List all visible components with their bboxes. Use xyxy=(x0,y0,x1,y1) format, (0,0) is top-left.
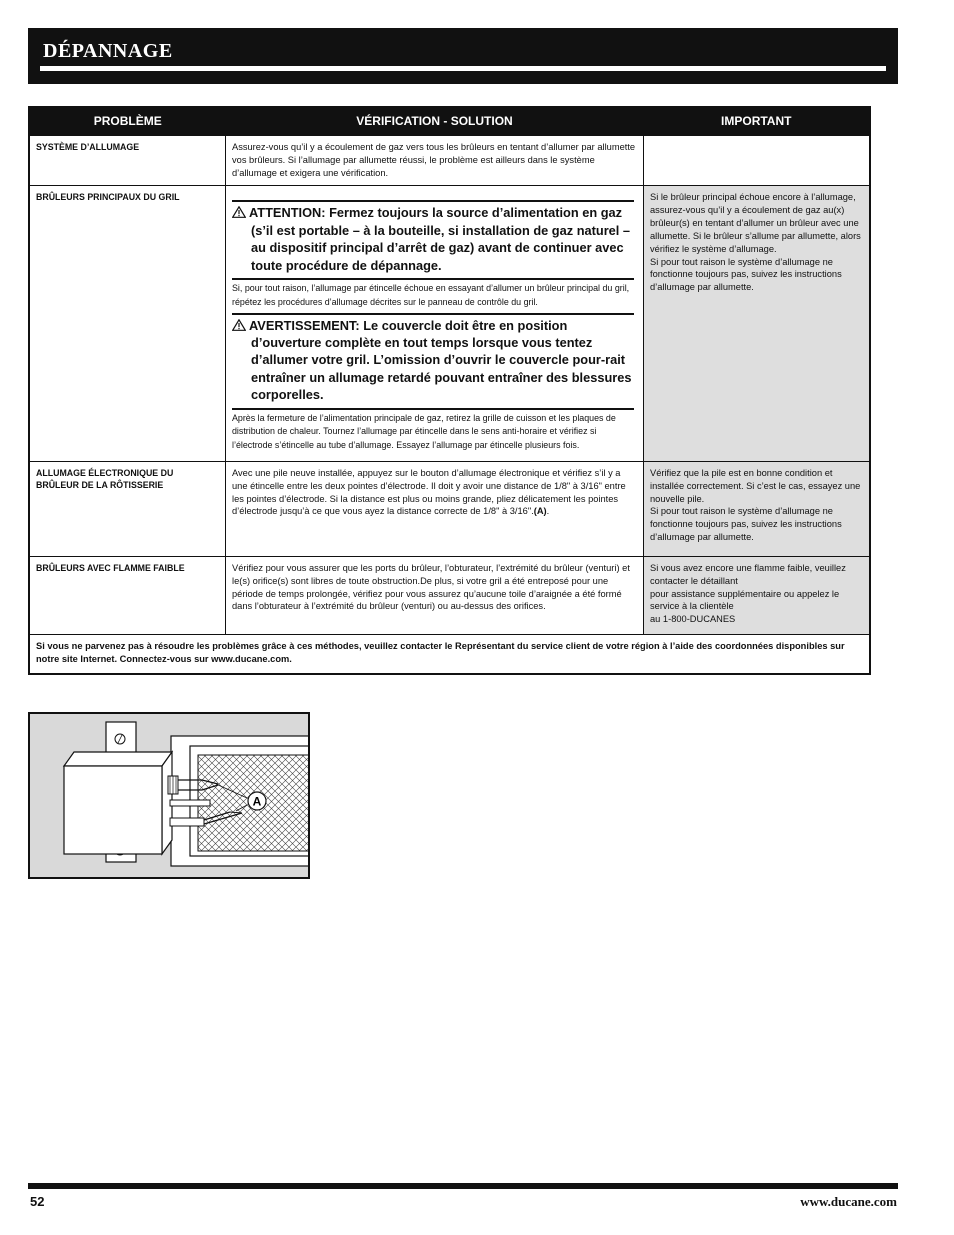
table-row xyxy=(29,186,870,462)
col-header-problem: PROBLÈME xyxy=(29,107,226,136)
problem-cell: BRÛLEURS AVEC FLAMME FAIBLE xyxy=(29,556,226,634)
table-header-row xyxy=(29,107,870,136)
electrode-diagram xyxy=(30,714,308,877)
important-text: Si pour tout raison le système d’allumage ne fonctionne toujours pas, suivez les instructions d’allumage par allumette. xyxy=(650,256,842,293)
warning-box xyxy=(232,313,634,410)
attention-text: ATTENTION: Fermez toujours la source d’alimentation en gaz (s’il est portable – à la bouteille, si installation de gaz naturel – au dispositif principal d’arrêt de gaz) avant de continuer avec toute procédure de dépannage. xyxy=(249,205,631,273)
callout-label: A xyxy=(252,794,262,809)
important-cell xyxy=(644,556,871,634)
important-text: Si pour tout raison le système d’allumage ne fonctionne toujours pas, suivez les instructions d’allumage par allumette. xyxy=(650,506,842,543)
important-cell xyxy=(644,186,871,462)
table-footer-row xyxy=(29,634,870,673)
electrode-figure xyxy=(28,712,310,879)
important-text: au 1-800-DUCANES xyxy=(650,614,736,625)
solution-text: Avec une pile neuve installée, appuyez sur le bouton d’allumage électronique et vérifiez s’il y a une étincelle entre les deux pointes d’électrode. Il doit y avoir une distance de 1/8" à 3/16" entre les pointes d’électrode. Si la distance est plus ou moins grande, pliez délicatement les pointes d’électrode jusqu’à ce que vous ayez la distance correcte de 1/8" à 3/16". xyxy=(232,467,626,517)
important-text: Vérifiez que la pile est en bonne condition et installée correctement. Si c’est le cas, essayez une nouvelle pile. xyxy=(650,467,861,504)
website-link[interactable]: www.ducane.com xyxy=(800,1194,897,1209)
problem-cell: SYSTÈME D’ALLUMAGE xyxy=(29,136,226,186)
contact-note: Si vous ne parvenez pas à résoudre les problèmes grâce à ces méthodes, veuillez contacter le Représentant du service client de votre région à l’aide des coordonnées disponibles sur notre site Internet. Connectez-vous sur www.ducane.com. xyxy=(29,634,870,673)
problem-line: ALLUMAGE ÉLECTRONIQUE DU xyxy=(36,467,174,478)
important-text: pour assistance supplémentaire ou appelez le service à la clientèle xyxy=(650,588,840,612)
solution-end: . xyxy=(546,506,550,517)
solution-cell: Assurez-vous qu’il y a écoulement de gaz vers tous les brûleurs en tentant d’allumer par allumette vos brûleurs. Si l’allumage par allumette réussi, le problème est ailleurs dans le système d’allumage et exigera une vérification. xyxy=(226,136,644,186)
important-text: Si le brûleur principal échoue encore à l’allumage, assurez-vous qu’il y a écoulement de gaz au(x) brûleur(s) en tentant d’allumer un brûleur avec une allumette. Si le brûleur s’allume par allumette, alors vérifiez le système d’allumage. xyxy=(650,192,861,254)
problem-cell: BRÛLEURS PRINCIPAUX DU GRIL xyxy=(29,186,226,462)
problem-cell xyxy=(29,461,226,556)
col-header-important: IMPORTANT xyxy=(644,107,871,136)
page-title: DÉPANNAGE xyxy=(43,40,173,62)
problem-line: BRÛLEUR DE LA RÔTISSERIE xyxy=(36,480,164,491)
warning-text: AVERTISSEMENT: Le couvercle doit être en position d’ouverture complète en tout temps lorsque vous tentez d’allumer votre gril. L’omission d’ouvrir le couvercle pour-rait entraîner un allumage retardé pouvant entraîner des blessures corporelles. xyxy=(249,317,632,403)
important-cell xyxy=(644,461,871,556)
solution-cell xyxy=(226,461,644,556)
warning-triangle-icon xyxy=(232,206,246,218)
table-row xyxy=(29,136,870,186)
header-rule xyxy=(40,66,886,71)
troubleshooting-table xyxy=(28,106,871,675)
table-row xyxy=(29,556,870,634)
spark-ignition-text: Si, pour tout raison, l’allumage par étincelle échoue en essayant d’allumer un brûleur principal du gril, répétez les procédures d’allumage décrites sur le panneau de contrôle du gril. xyxy=(232,283,630,307)
footer-rule xyxy=(28,1183,898,1189)
page-header xyxy=(28,28,898,84)
gas-shutoff-text: Après la fermeture de l’alimentation principale de gaz, retirez la grille de cuisson et les plaques de distribution de chaleur. Tournez l’allumage par étincelle dans le sens anti-horaire et vérifiez si l’électrode s’étincelle au tube d’allumage. Essayez l’allumage par étincelle plusieurs fois. xyxy=(232,412,616,451)
page-number: 52 xyxy=(30,1194,45,1209)
figure-reference: (A) xyxy=(533,506,547,517)
solution-cell xyxy=(226,186,644,462)
important-cell xyxy=(644,136,871,186)
warning-triangle-icon xyxy=(232,319,246,331)
solution-cell: Vérifiez pour vous assurer que les ports du brûleur, l’obturateur, l’extrémité du brûleur (venturi) et le(s) orifice(s) sont libres de toute obstruction.De plus, si votre gril a été entreposé pour une période de temps prolongée, vérifiez pour vous assurez qu’aucune toile d’araignée a été formé dans l’obturateur à l’extrémité du brûleur (venturi) ou au-dessus des orifices. xyxy=(226,556,644,634)
table-row xyxy=(29,461,870,556)
attention-box xyxy=(232,200,634,280)
important-text: Si vous avez encore une flamme faible, veuillez contacter le détaillant xyxy=(650,562,846,586)
col-header-solution: VÉRIFICATION - SOLUTION xyxy=(226,107,644,136)
